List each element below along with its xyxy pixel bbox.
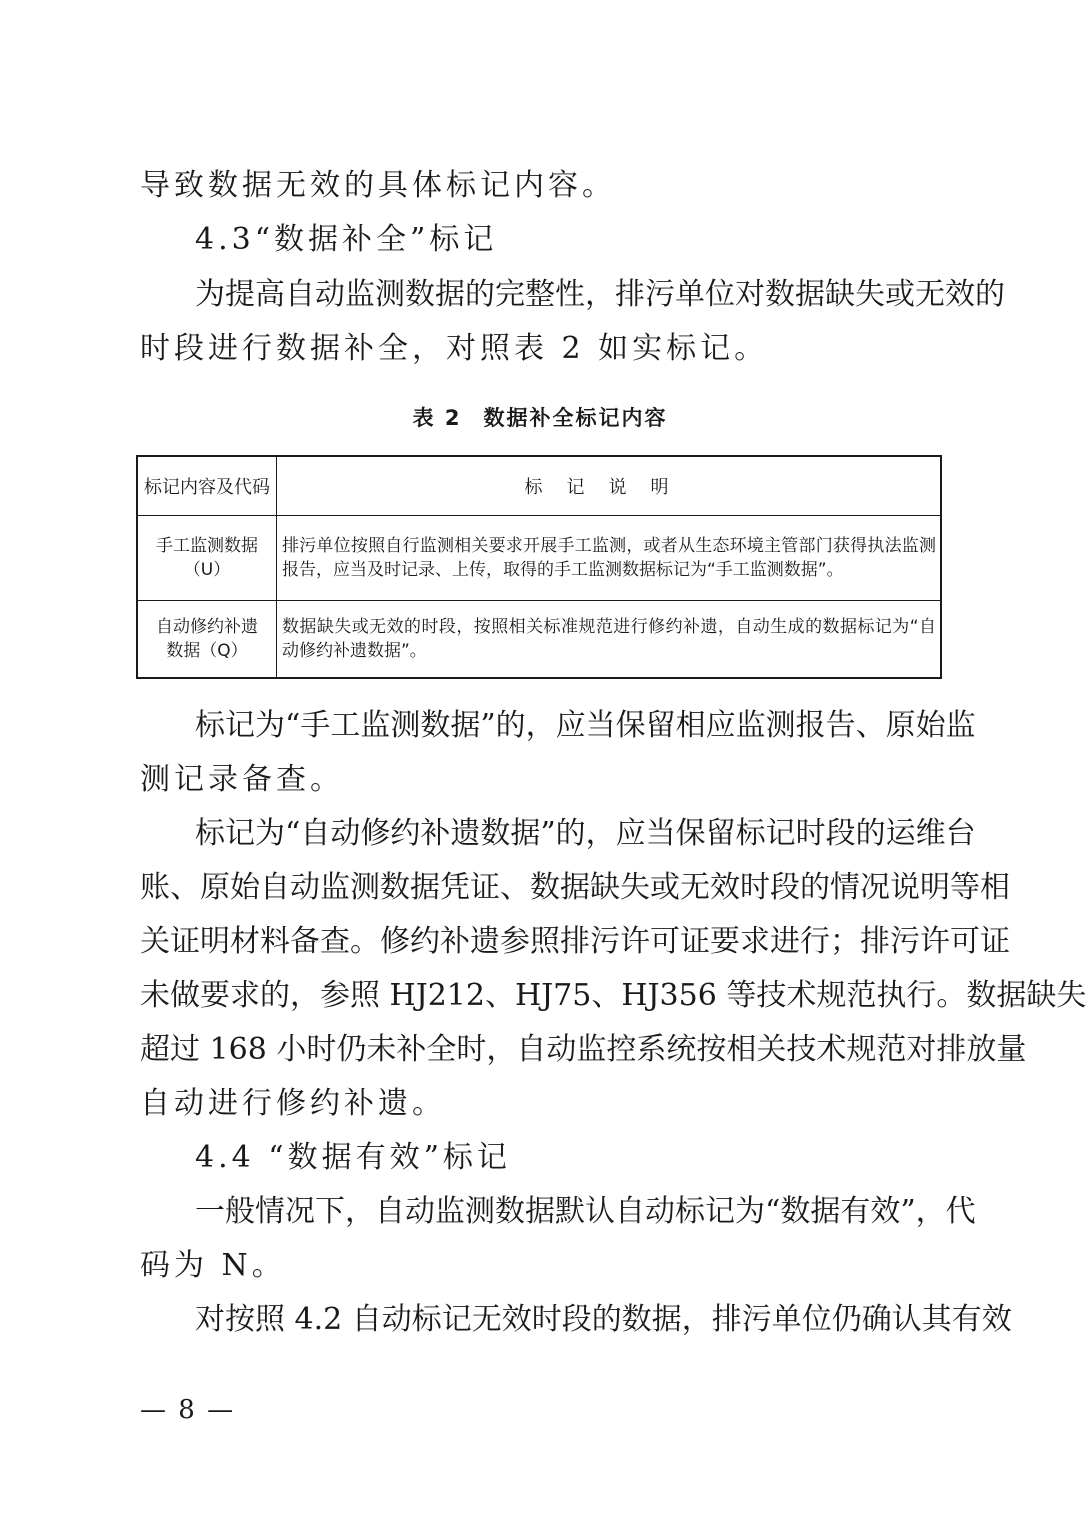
data-completion-marks-table (136, 455, 942, 679)
table-header-row (137, 456, 941, 516)
page-number: — 8 — (140, 1395, 236, 1425)
table-cell-description: 排污单位按照自行监测相关要求开展手工监测，或者从生态环境主管部门获得执法监测报告，应当及时记录、上传，取得的手工监测数据标记为“手工监测数据”。 (277, 516, 942, 601)
mark-name: 手工监测数据 (156, 536, 258, 556)
paragraph-line: 时段进行数据补全，对照表 2 如实标记。 (140, 331, 769, 366)
table-cell-mark (137, 516, 277, 601)
table-header-mark-description: 标记说明 (277, 456, 942, 516)
paragraph-line: 一般情况下，自动监测数据默认自动标记为“数据有效”，代 (195, 1194, 976, 1229)
paragraph-line: 未做要求的，参照 HJ212、HJ75、HJ356 等技术规范执行。数据缺失 (140, 978, 1086, 1013)
table-caption (0, 402, 1080, 434)
paragraph-line: 自动进行修约补遗。 (140, 1086, 446, 1121)
table-caption-number: 表 2 (412, 406, 462, 430)
paragraph-line: 关证明材料备查。修约补遗参照排污许可证要求进行；排污许可证 (140, 924, 1010, 959)
paragraph-line: 账、原始自动监测数据凭证、数据缺失或无效时段的情况说明等相 (140, 870, 1010, 905)
paragraph-line: 标记为“自动修约补遗数据”的，应当保留标记时段的运维台 (195, 816, 976, 851)
table-cell-mark (137, 601, 277, 679)
mark-name: 自动修约补遗 (156, 617, 258, 637)
paragraph-line: 为提高自动监测数据的完整性，排污单位对数据缺失或无效的 (195, 277, 1005, 312)
paragraph-line: 超过 168 小时仍未补全时，自动监控系统按相关技术规范对排放量 (140, 1032, 1027, 1067)
section-heading-4-3: 4.3“数据补全”标记 (195, 222, 498, 257)
paragraph-line: 对按照 4.2 自动标记无效时段的数据，排污单位仍确认其有效 (195, 1302, 1012, 1337)
table-header-mark-code: 标记内容及代码 (137, 456, 277, 516)
paragraph-line: 导致数据无效的具体标记内容。 (140, 168, 616, 203)
mark-code: 数据（Q） (166, 641, 248, 661)
mark-code: （U） (183, 560, 231, 580)
table-cell-description: 数据缺失或无效的时段，按照相关标准规范进行修约补遗，自动生成的数据标记为“自动修约补遗数据”。 (277, 601, 942, 679)
paragraph-line: 测记录备查。 (140, 762, 344, 797)
paragraph-line: 码为 N。 (140, 1248, 286, 1283)
table-caption-title: 数据补全标记内容 (483, 406, 668, 430)
paragraph-line: 标记为“手工监测数据”的，应当保留相应监测报告、原始监 (195, 708, 976, 743)
table-row (137, 601, 941, 679)
table-row (137, 516, 941, 601)
section-heading-4-4: 4.4 “数据有效”标记 (195, 1140, 511, 1175)
